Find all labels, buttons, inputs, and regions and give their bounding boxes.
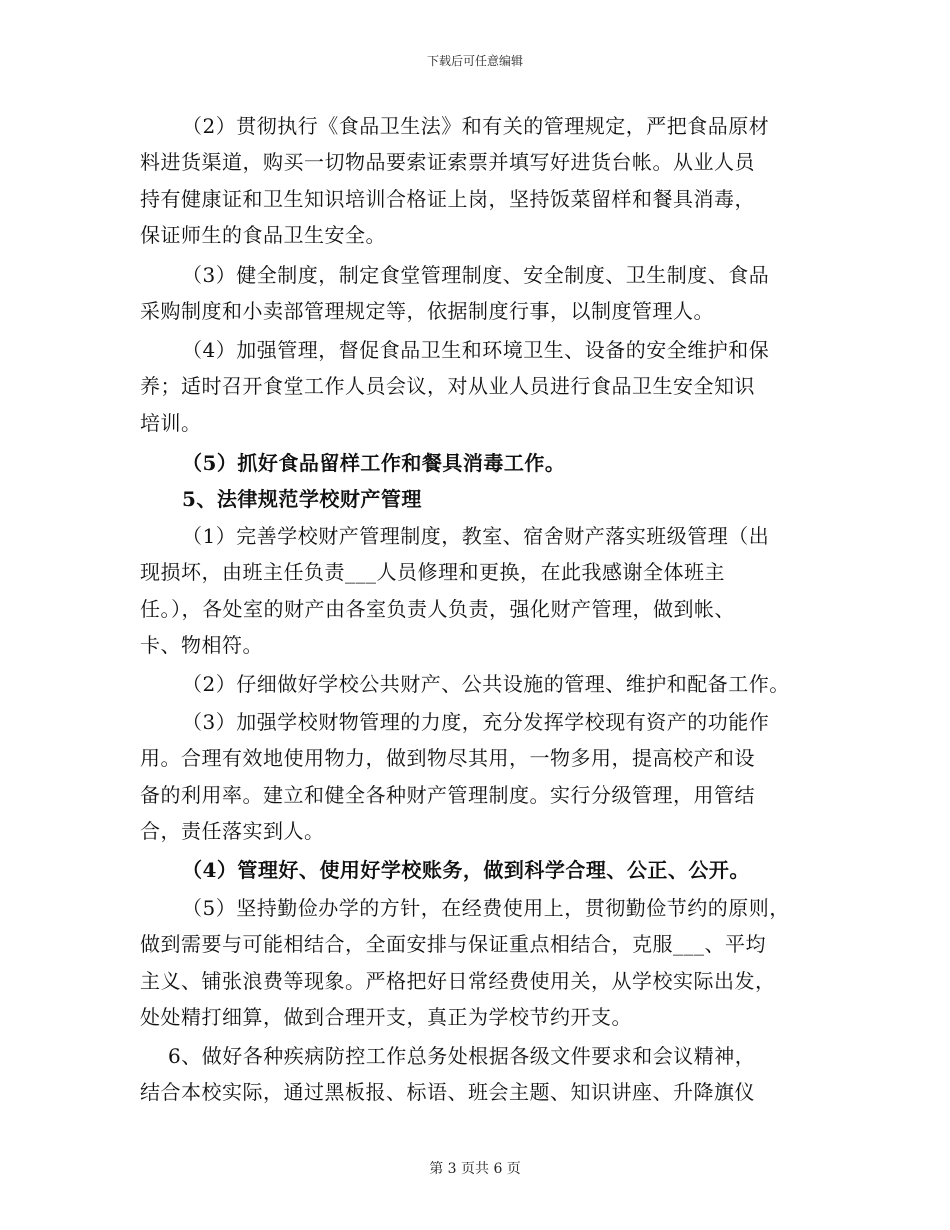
paragraph-line: （4）加强管理，督促食品卫生和环境卫生、设备的安全维护和保 [182,338,770,362]
paragraph-line: 主义、铺张浪费等现象。严格把好日常经费使用关，从学校实际出发， [140,969,776,993]
paragraph-line: 保证师生的食品卫生安全。 [140,223,386,247]
section-heading: 5、法律规范学校财产管理 [182,487,422,511]
page-footer: 第 3 页共 6 页 [429,1161,521,1177]
paragraph-line: （1）完善学校财产管理制度，教室、宿舍财产落实班级管理（出 [182,524,770,548]
bold-paragraph-line: （5）抓好食品留样工作和餐具消毒工作。 [182,451,566,475]
paragraph-line: （3）加强学校财物管理的力度，充分发挥学校现有资产的功能作 [182,710,770,734]
paragraph-line: （5）坚持勤俭办学的方针，在经费使用上，贯彻勤俭节约的原则， [182,896,790,920]
paragraph-line: 现损坏，由班主任负责___人员修理和更换，在此我感谢全体班主 [140,560,725,584]
paragraph-line: （3）健全制度，制定食堂管理制度、安全制度、卫生制度、食品 [182,263,770,287]
paragraph-line: 培训。 [140,411,202,435]
page-header: 下载后可任意编辑 [426,54,523,68]
paragraph-line: 采购制度和小卖部管理规定等，依据制度行事，以制度管理人。 [140,299,714,323]
paragraph-line: 6、做好各种疾病防控工作总务处根据各级文件要求和会议精神， [168,1044,756,1068]
paragraph-line: （2）贯彻执行《食品卫生法》和有关的管理规定，严把食品原材 [182,114,770,138]
paragraph-line: 结合本校实际，通过黑板报、标语、班会主题、知识讲座、升降旗仪 [140,1080,755,1104]
paragraph-line: 用。合理有效地使用物力，做到物尽其用，一物多用，提高校产和设 [140,746,755,770]
paragraph-line: 卡、物相符。 [140,633,263,657]
paragraph-line: 任。），各处室的财产由各室负责人负责，强化财产管理，做到帐、 [140,597,735,621]
paragraph-line: 料进货渠道，购买一切物品要索证索票并填写好进货台帐。从业人员 [140,150,755,174]
paragraph-line: 养；适时召开食堂工作人员会议，对从业人员进行食品卫生安全知识 [140,374,755,398]
paragraph-line: 备的利用率。建立和健全各种财产管理制度。实行分级管理，用管结 [140,783,755,807]
bold-paragraph-line: （4）管理好、使用好学校账务，做到科学合理、公正、公开。 [182,858,750,882]
paragraph-line: 合，责任落实到人。 [140,819,325,843]
paragraph-line: 持有健康证和卫生知识培训合格证上岗，坚持饭菜留样和餐具消毒， [140,187,755,211]
paragraph-line: 处处精打细算，做到合理开支，真正为学校节约开支。 [140,1005,632,1029]
paragraph-line: （2）仔细做好学校公共财产、公共设施的管理、维护和配备工作。 [182,672,790,696]
paragraph-line: 做到需要与可能相结合，全面安排与保证重点相结合，克服___、平均 [140,932,766,956]
